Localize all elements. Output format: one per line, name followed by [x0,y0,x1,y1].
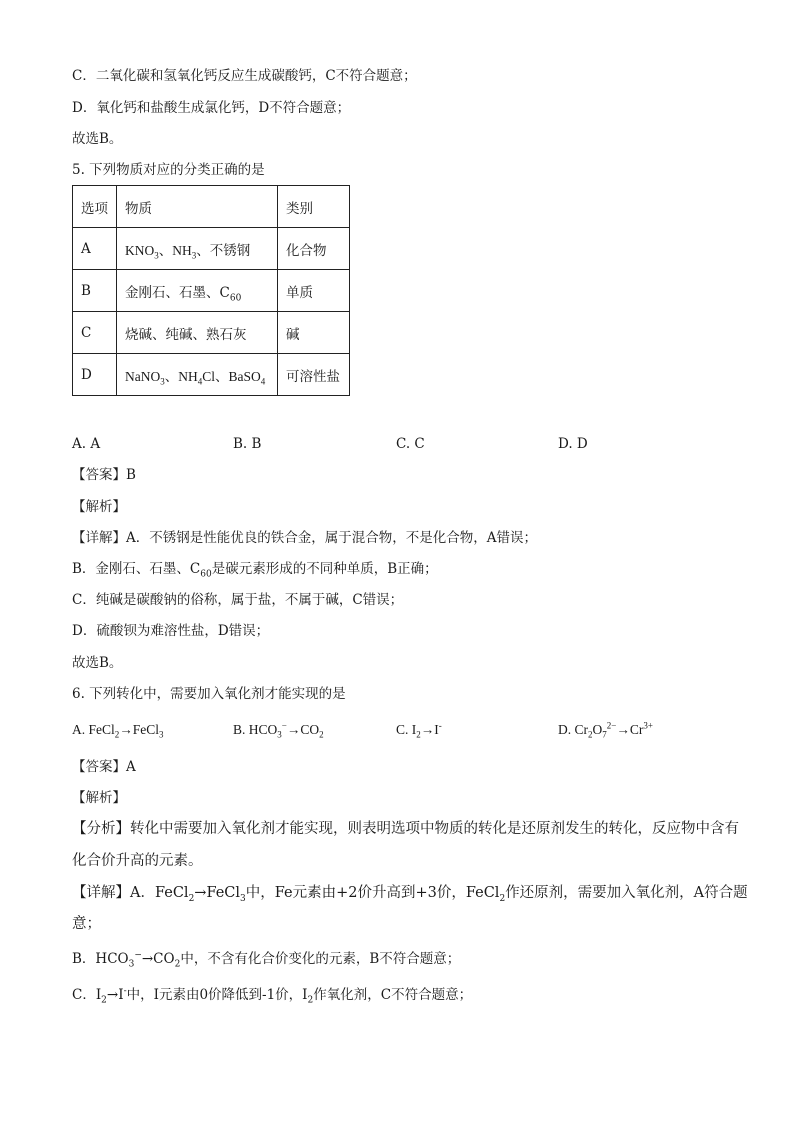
row-substance: NaNO$_3$、$NH_4Cl$、BaSO$_4$ [117,354,278,396]
q5-option-d: D. D [558,436,588,452]
q5-analysis-heading: 【解析】 [72,499,126,515]
row-option: D [73,354,117,396]
q6-detail-b: B．$HCO_3^-\to CO_2$中，不含有化合价变化的元素，B不符合题意； [72,950,461,970]
row-option: C [73,312,117,354]
q6-fenxi-line1: 【分析】转化中需要加入氧化剂才能实现，则表明选项中物质的转化是还原剂发生的转化，反应物中含有 [72,821,739,837]
classification-table [72,185,350,396]
table-row [73,270,350,312]
q6-detail-c: C．$I_2\to I^-$中，I元素由0价降低到-1价，$I_2$作氧化剂，C不符合题意； [72,986,473,1006]
row-substance: $KNO_3$、$NH_3$、不锈钢 [117,228,278,270]
q6-detail-a: 【详解】A．FeCl$_2$→FeCl$_3$中，Fe元素由+2价升高到+3价，FeCl$_2$作还原剂，需要加入氧化剂，A符合题 [72,885,748,904]
line-choose: 故选B。 [72,131,123,147]
row-category: 可溶性盐 [278,354,350,396]
q5-detail-c: C．纯碱是碳酸钠的俗称，属于盐，不属于碱，C错误； [72,592,404,608]
q5-detail-d: D．硫酸钡为难溶性盐，D错误； [72,623,270,639]
row-substance: 烧碱、纯碱、熟石灰 [117,312,278,354]
question-5: 5. 下列物质对应的分类正确的是 [72,162,265,178]
row-substance: 金刚石、石墨、$C_{60}$ [117,270,278,312]
q6-option-b: B. $HCO_3^-\to CO_2$ [233,720,324,740]
table-row [73,228,350,270]
q5-answer: 【答案】B [72,467,136,483]
line-c-option: C．二氧化碳和氢氧化钙反应生成碳酸钙，C不符合题意； [72,68,417,84]
header-substance: 物质 [117,186,278,228]
table-row [73,354,350,396]
q6-detail-a-cont: 意； [72,916,101,932]
row-option: A [73,228,117,270]
header-option: 选项 [73,186,117,228]
line-d-option: D．氧化钙和盐酸生成氯化钙，D不符合题意； [72,100,351,116]
table-row [73,312,350,354]
question-6: 6. 下列转化中，需要加入氧化剂才能实现的是 [72,686,346,702]
q5-detail-a: 【详解】A．不锈钢是性能优良的铁合金，属于混合物，不是化合物，A错误； [72,530,537,546]
q6-option-c: C. $I_2\to I^-$ [396,720,442,740]
table-header-row [73,186,350,228]
header-category: 类别 [278,186,350,228]
q5-detail-b: B．金刚石、石墨、$C_{60}$是碳元素形成的不同种单质，B正确； [72,561,438,580]
row-category: 化合物 [278,228,350,270]
row-category: 碱 [278,312,350,354]
q6-option-a: A. FeCl$_2$→FeCl$_3$ [72,722,164,740]
q6-analysis-heading: 【解析】 [72,790,126,806]
q5-option-a: A. A [72,436,101,452]
q6-fenxi-line2: 化合价升高的元素。 [72,853,203,869]
row-option: B [73,270,117,312]
q5-option-b: B. B [233,436,262,452]
q6-answer: 【答案】A [72,759,136,775]
q5-option-c: C. C [396,436,425,452]
q6-option-d: D. $Cr_2O_7^{2-}\to Cr^{3+}$ [558,720,653,740]
row-category: 单质 [278,270,350,312]
q5-detail-end: 故选B。 [72,655,123,671]
